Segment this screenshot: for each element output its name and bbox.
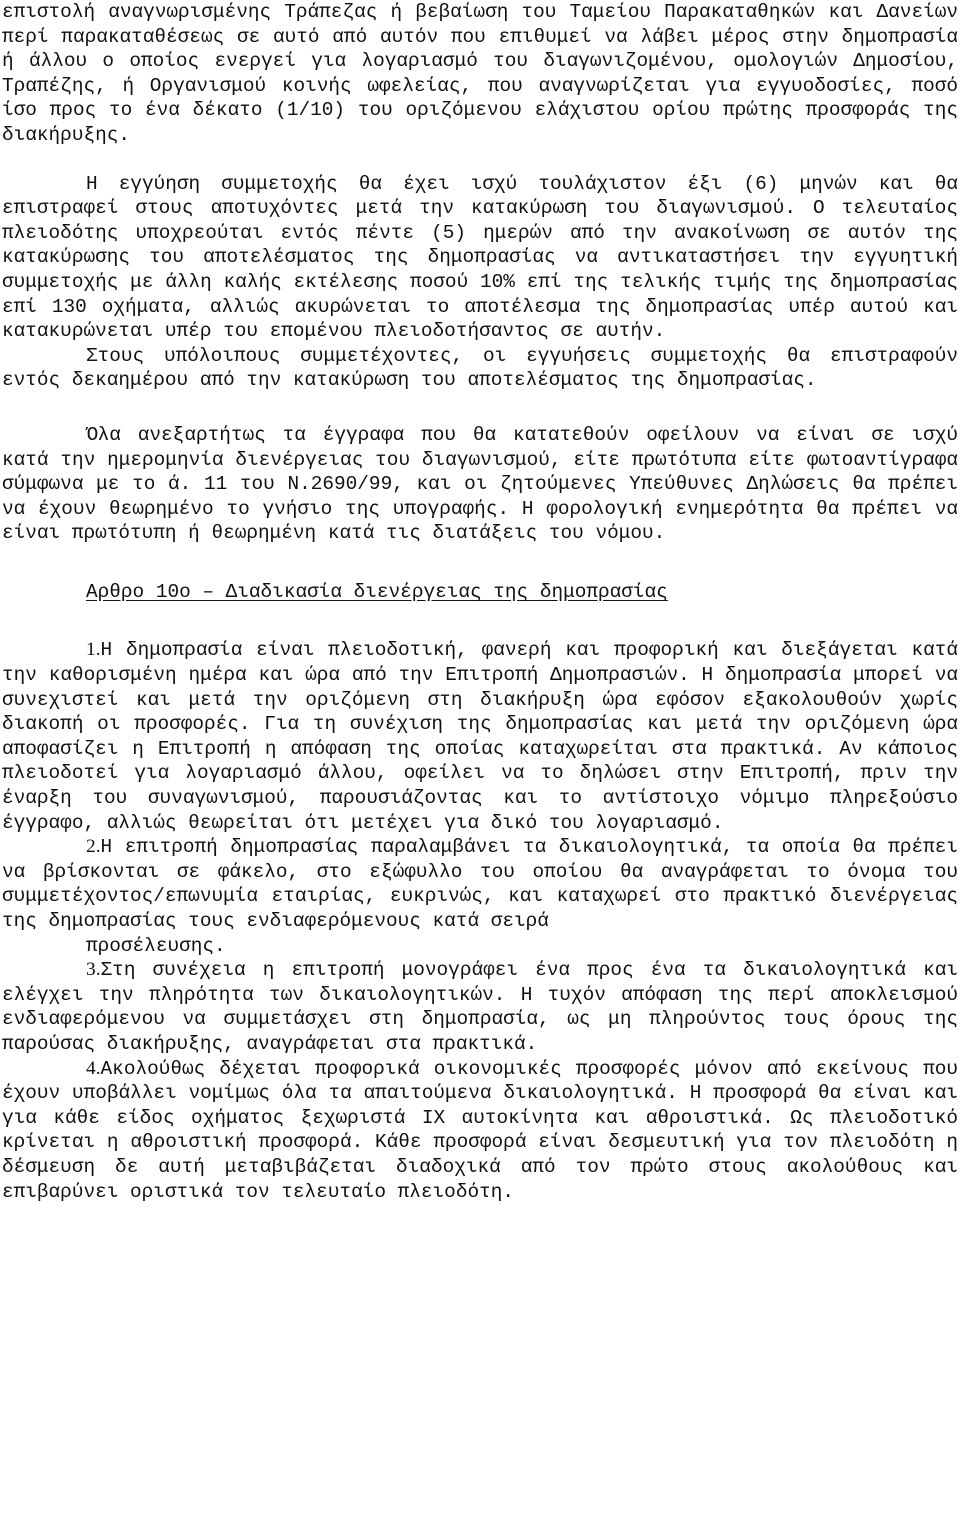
article-item-2 — [2, 835, 958, 933]
paragraph-guarantee-validity: Η εγγύηση συμμετοχής θα έχει ισχύ τουλάχιστον έξι (6) μηνών και θα επιστραφεί στους αποτυχόντες μετά την κατακύρωση του διαγωνισμού. Ο τελευταίος πλειοδότης υποχρεούται εντός πέντε (5) ημερών από την ανακοίνωση σε αυτόν της κατακύρωσης του αποτελέσματος της δημοπρασίας να αντικαταστήσει την εγγυητική συμμετοχής με άλλη καλής εκτέλεσης ποσού 10% επί της τελικής τιμής της δημοπρασίας επί 130 οχήματα, αλλιώς ακυρώνεται το αποτέλεσμα της δημοπρασίας υπέρ αυτού και κατακυρώνεται υπέρ του επομένου πλειοδοτήσαντος σε αυτήν. — [2, 172, 958, 343]
article-heading: Αρθρο 10ο – Διαδικασία διενέργειας της δημοπρασίας — [86, 580, 668, 603]
paragraph-guarantee-return: Στους υπόλοιπους συμμετέχοντες, οι εγγυήσεις συμμετοχής θα επιστραφούν εντός δεκαημέρου από την κατακύρωση του αποτελέσματος της δημοπρασίας. — [2, 344, 958, 392]
article-item-text: Στη συνέχεια η επιτροπή μονογράφει ένα προς ένα τα δικαιολογητικά και ελέγχει την πληρότητα των δικαιολογητικών. Η τυχόν απόφαση της περί αποκλεισμού ενδιαφερόμενου να συμμετάσχει στη δημοπρασία, ως μη πληρούντος τους όρους της παρούσας διακήρυξης, αναγράφεται στα πρακτικά. — [2, 959, 958, 1055]
article-item-3 — [2, 958, 958, 1056]
article-item-text: Η δημοπρασία είναι πλειοδοτική, φανερή και προφορική και διεξάγεται κατά την καθορισμένη ημέρα και ώρα από την Επιτροπή Δημοπρασιών. Η δημοπρασία μπορεί να συνεχιστεί και μετά την οριζόμενη στη διακήρυξη ώρα εφόσον εξακολουθούν χωρίς διακοπή οι προσφορές. Για τη συνέχιση της δημοπρασίας και μετά την οριζόμενη ώρα αποφασίζει η Επιτροπή η απόφαση της οποίας καταχωρείται στα πρακτικά. Αν κάποιος πλειοδοτεί για λογαριασμό άλλου, οφείλει να το δηλώσει στην Επιτροπή, πριν την έναρξη του συναγωνισμού, παρουσιάζοντας και το αντίστοιχο νόμιμο πληρεξούσιο έγγραφο, αλλιώς θεωρείται ότι μετέχει για δικό του λογαριασμό. — [2, 639, 958, 834]
paragraph-documents-validity: Όλα ανεξαρτήτως τα έγγραφα που θα κατατεθούν οφείλουν να είναι σε ισχύ κατά την ημερομηνία διενέργειας του διαγωνισμού, είτε πρωτότυπα είτε φωτοαντίγραφα σύμφωνα με το ά. 11 του Ν.2690/99, και οι ζητούμενες Υπεύθυνες Δηλώσεις θα πρέπει να έχουν θεωρημένο το γνήσιο της υπογραφής. Η φορολογική ενημερότητα θα πρέπει να είναι πρωτότυπη ή θεωρημένη κατά τις διατάξεις του νόμου. — [2, 423, 958, 545]
article-item-number: 1. — [86, 639, 101, 661]
article-item-1 — [2, 638, 958, 835]
article-item-4 — [2, 1057, 958, 1205]
article-item-2-continuation: προσέλευσης. — [86, 934, 226, 957]
article-item-text: Η επιτροπή δημοπρασίας παραλαμβάνει τα δικαιολογητικά, τα οποία θα πρέπει να βρίσκονται σε φάκελο, στο εξώφυλλο του οποίου θα αναγράφεται το όνομα του συμμετέχοντος/επωνυμία εταιρίας, ευκρινώς, και καταχωρεί στο πρακτικό διενέργειας της δημοπρασίας τους ενδιαφερόμενους κατά σειρά — [2, 836, 958, 932]
article-item-number: 4. — [86, 1057, 101, 1079]
article-item-number: 2. — [86, 836, 101, 858]
article-item-text: Ακολούθως δέχεται προφορικά οικονομικές προσφορές μόνον από εκείνους που έχουν υποβάλλει νομίμως όλα τα απαιτούμενα δικαιολογητικά. Η προσφορά θα είναι και για κάθε είδος οχήματος ξεχωριστά ΙΧ αυτοκίνητα και αθροιστικά. Ως πλειοδοτικό κρίνεται η αθροιστική προσφορά. Κάθε προσφορά είναι δεσμευτική για τον πλειοδότη η δέσμευση δε αυτή μεταβιβάζεται διαδοχικά από τον πρώτο στους ακολούθους και επιβαρύνει οριστικά τον τελευταίο πλειοδότη. — [2, 1057, 958, 1203]
article-item-number: 3. — [86, 959, 101, 981]
paragraph-guarantee-letter: επιστολή αναγνωρισμένης Τράπεζας ή βεβαίωση του Ταμείου Παρακαταθηκών και Δανείων περί παρακαταθέσεως σε αυτό από αυτόν που επιθυμεί να λάβει μέρος στην δημοπρασία ή άλλου ο οποίος ενεργεί για λογαριασμό του διαγωνιζομένου, ομολογιών Δημοσίου, Τραπέζης, ή Οργανισμού κοινής ωφελείας, που αναγνωρίζεται για εγγυοδοσίες, ποσό ίσο προς το ένα δέκατο (1/10) του οριζόμενου ελάχιστου ορίου πρώτης προσφοράς της διακήρυξης. — [2, 1, 958, 146]
